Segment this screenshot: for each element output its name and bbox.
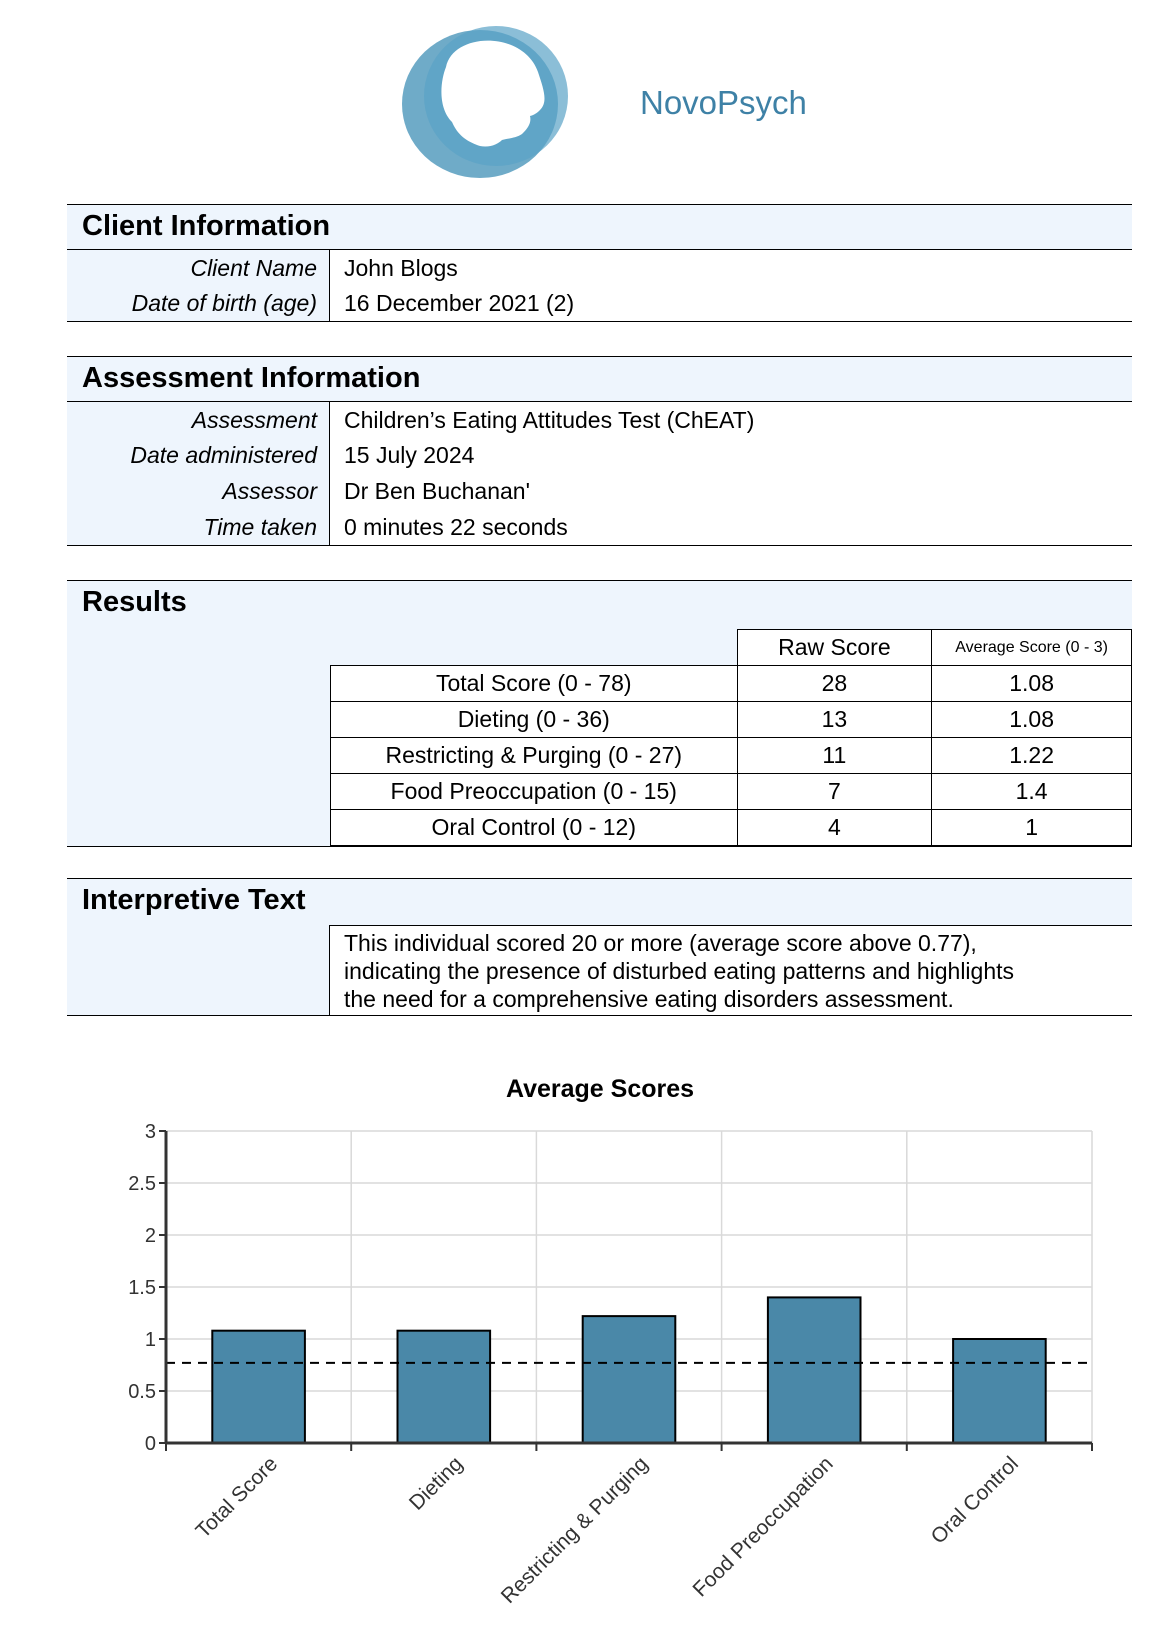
info-value: Children’s Eating Attitudes Test (ChEAT) <box>330 401 1132 437</box>
average-scores-chart <box>0 1055 1162 1648</box>
info-row-time-taken <box>67 509 1132 545</box>
client-information-section <box>67 204 1132 322</box>
raw-score: 11 <box>737 738 932 774</box>
info-label: Client Name <box>67 249 330 285</box>
average-score: 1.4 <box>932 774 1132 810</box>
info-value: 16 December 2021 (2) <box>344 290 575 316</box>
section-title: Interpretive Text <box>67 879 1132 925</box>
table-row <box>331 702 1132 738</box>
average-score-header: Average Score (0 - 3) <box>932 630 1132 666</box>
info-value: 0 minutes 22 seconds <box>344 514 568 540</box>
interpretive-text <box>330 925 1132 1015</box>
average-score: 1.08 <box>932 666 1132 702</box>
info-value: Dr Ben Buchanan' <box>344 478 530 504</box>
raw-score: 4 <box>737 810 932 846</box>
y-tick-label: 0 <box>144 1433 156 1455</box>
info-row-assessment <box>67 401 1132 437</box>
interpretive-text-section <box>67 878 1132 1016</box>
average-score: 1 <box>932 810 1132 846</box>
x-tick-label: Dieting <box>404 1452 468 1515</box>
section-title: Assessment Information <box>67 357 1132 401</box>
scale-name: Restricting & Purging (0 - 27) <box>331 738 738 774</box>
raw-score: 28 <box>737 666 932 702</box>
table-row <box>331 810 1132 846</box>
x-tick-label: Food Preoccupation <box>688 1452 838 1602</box>
info-label: Date of birth (age) <box>67 285 330 321</box>
y-tick-label: 2.5 <box>128 1173 156 1195</box>
info-value: John Blogs <box>330 249 1132 285</box>
scale-name: Dieting (0 - 36) <box>331 702 738 738</box>
scale-name: Food Preoccupation (0 - 15) <box>331 774 738 810</box>
info-label: Assessor <box>67 473 330 509</box>
y-tick-label: 3 <box>144 1121 156 1143</box>
bar <box>398 1331 491 1443</box>
brand-name: NovoPsych <box>640 84 807 121</box>
info-row-client-name <box>67 249 1132 285</box>
info-label: Date administered <box>67 437 330 473</box>
raw-score: 7 <box>737 774 932 810</box>
results-section <box>67 580 1132 847</box>
y-tick-label: 1.5 <box>128 1277 156 1299</box>
info-value: 15 July 2024 <box>344 442 475 468</box>
scale-name: Oral Control (0 - 12) <box>331 810 738 846</box>
interpretive-line: This individual scored 20 or more (average score above 0.77), <box>344 930 977 956</box>
scale-name: Total Score (0 - 78) <box>331 666 738 702</box>
results-table <box>330 629 1132 846</box>
interpretive-box <box>67 925 1132 1015</box>
section-title: Client Information <box>67 205 1132 249</box>
chart-title: Average Scores <box>505 1075 695 1103</box>
y-tick-label: 2 <box>144 1225 156 1247</box>
section-title: Results <box>67 581 1132 629</box>
x-tick-label: Oral Control <box>926 1452 1023 1549</box>
bar <box>583 1316 676 1443</box>
average-score: 1.22 <box>932 738 1132 774</box>
info-label: Time taken <box>67 509 330 545</box>
y-tick-label: 1 <box>144 1329 156 1351</box>
raw-score: 13 <box>737 702 932 738</box>
info-label: Assessment <box>67 401 330 437</box>
interpretive-line: the need for a comprehensive eating disorders assessment. <box>344 986 954 1012</box>
results-header-row <box>331 630 1132 666</box>
info-row-assessor <box>67 473 1132 509</box>
table-row <box>331 666 1132 702</box>
bar <box>212 1331 305 1443</box>
average-score: 1.08 <box>932 702 1132 738</box>
assessment-information-section <box>67 356 1132 546</box>
interpretive-line: indicating the presence of disturbed eating patterns and highlights <box>344 958 1015 984</box>
info-row-date-administered <box>67 437 1132 473</box>
y-tick-label: 0.5 <box>128 1381 156 1403</box>
x-tick-label: Total Score <box>191 1452 283 1543</box>
table-row <box>331 738 1132 774</box>
bar <box>953 1339 1046 1443</box>
info-row-date-of-birth <box>67 285 1132 321</box>
raw-score-header: Raw Score <box>737 630 932 666</box>
novopsych-logo <box>398 12 578 182</box>
table-row <box>331 774 1132 810</box>
x-tick-label: Restricting & Purging <box>496 1452 653 1609</box>
bar <box>768 1297 861 1443</box>
